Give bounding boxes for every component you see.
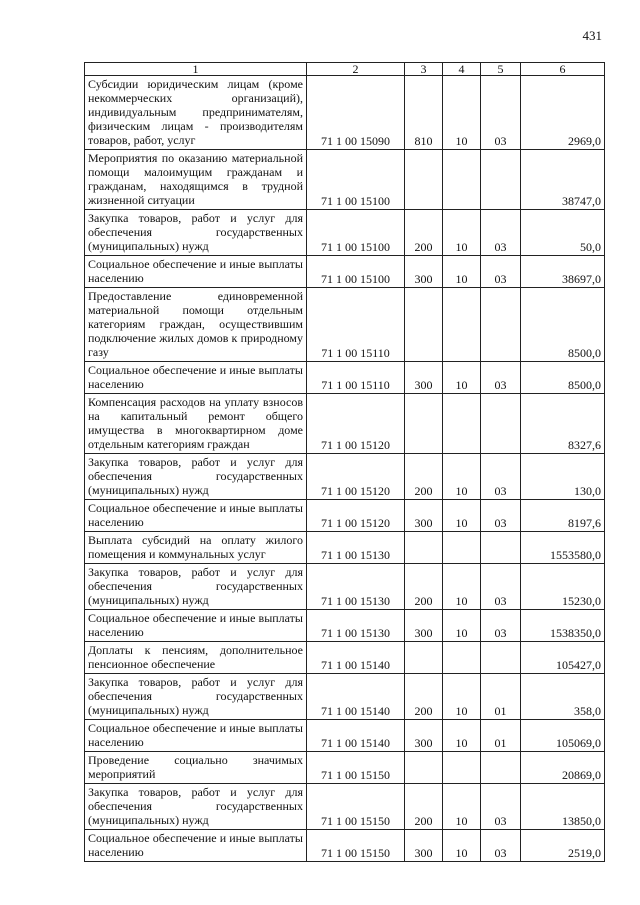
table-row <box>85 564 605 610</box>
column-header: 1 <box>85 63 307 76</box>
row-section: 10 <box>443 784 481 830</box>
row-expense-type: 300 <box>405 610 443 642</box>
row-description: Социальное обеспечение и иные выплаты населению <box>85 720 307 752</box>
row-subsection: 03 <box>481 500 521 532</box>
row-amount: 130,0 <box>521 454 605 500</box>
row-description: Закупка товаров, работ и услуг для обеспечения государственных (муниципальных) нужд <box>85 210 307 256</box>
row-amount: 105427,0 <box>521 642 605 674</box>
row-expense-type: 200 <box>405 674 443 720</box>
row-amount: 8197,6 <box>521 500 605 532</box>
column-header: 2 <box>307 63 405 76</box>
row-section <box>443 532 481 564</box>
table-row <box>85 500 605 532</box>
column-header: 5 <box>481 63 521 76</box>
row-description: Выплата субсидий на оплату жилого помещения и коммунальных услуг <box>85 532 307 564</box>
row-description: Субсидии юридическим лицам (кроме некоммерческих организаций), индивидуальным предпринимателям, физическим лицам - производителям товаров, работ, услуг <box>85 76 307 150</box>
row-expense-type: 200 <box>405 210 443 256</box>
row-code: 71 1 00 15150 <box>307 830 405 862</box>
row-description: Закупка товаров, работ и услуг для обеспечения государственных (муниципальных) нужд <box>85 564 307 610</box>
row-code: 71 1 00 15110 <box>307 362 405 394</box>
row-code: 71 1 00 15110 <box>307 288 405 362</box>
row-subsection: 03 <box>481 256 521 288</box>
table-body <box>85 76 605 862</box>
row-section: 10 <box>443 830 481 862</box>
row-section: 10 <box>443 564 481 610</box>
row-description: Проведение социально значимых мероприятий <box>85 752 307 784</box>
row-description: Закупка товаров, работ и услуг для обеспечения государственных (муниципальных) нужд <box>85 784 307 830</box>
row-amount: 50,0 <box>521 210 605 256</box>
row-subsection: 03 <box>481 784 521 830</box>
row-subsection <box>481 642 521 674</box>
row-section <box>443 642 481 674</box>
table-row <box>85 454 605 500</box>
row-description: Социальное обеспечение и иные выплаты населению <box>85 830 307 862</box>
row-code: 71 1 00 15130 <box>307 610 405 642</box>
row-expense-type: 300 <box>405 500 443 532</box>
row-section <box>443 288 481 362</box>
row-section: 10 <box>443 674 481 720</box>
table-row <box>85 720 605 752</box>
header-row <box>85 63 605 76</box>
row-code: 71 1 00 15130 <box>307 564 405 610</box>
row-expense-type: 300 <box>405 256 443 288</box>
row-description: Социальное обеспечение и иные выплаты населению <box>85 362 307 394</box>
table-row <box>85 76 605 150</box>
row-subsection: 03 <box>481 564 521 610</box>
row-code: 71 1 00 15140 <box>307 674 405 720</box>
row-description: Предоставление единовременной материальной помощи отдельным категориям граждан, осуществившим подключение жилых домов к природному газу <box>85 288 307 362</box>
row-description: Социальное обеспечение и иные выплаты населению <box>85 256 307 288</box>
row-amount: 1538350,0 <box>521 610 605 642</box>
row-amount: 38747,0 <box>521 150 605 210</box>
row-section: 10 <box>443 362 481 394</box>
row-subsection: 03 <box>481 76 521 150</box>
column-header: 3 <box>405 63 443 76</box>
row-expense-type: 300 <box>405 720 443 752</box>
row-code: 71 1 00 15120 <box>307 394 405 454</box>
row-subsection: 03 <box>481 210 521 256</box>
row-amount: 1553580,0 <box>521 532 605 564</box>
table-row <box>85 362 605 394</box>
row-section <box>443 394 481 454</box>
row-section <box>443 150 481 210</box>
row-expense-type: 200 <box>405 784 443 830</box>
row-subsection: 03 <box>481 830 521 862</box>
row-subsection <box>481 150 521 210</box>
row-section: 10 <box>443 500 481 532</box>
row-section: 10 <box>443 610 481 642</box>
row-code: 71 1 00 15100 <box>307 150 405 210</box>
row-subsection <box>481 532 521 564</box>
row-description: Компенсация расходов на уплату взносов на капитальный ремонт общего имущества в многоквартирном доме отдельным категориям граждан <box>85 394 307 454</box>
row-expense-type: 300 <box>405 362 443 394</box>
column-header: 6 <box>521 63 605 76</box>
row-expense-type: 810 <box>405 76 443 150</box>
row-section: 10 <box>443 256 481 288</box>
table-row <box>85 210 605 256</box>
row-amount: 8500,0 <box>521 288 605 362</box>
row-subsection <box>481 288 521 362</box>
row-section: 10 <box>443 720 481 752</box>
row-code: 71 1 00 15150 <box>307 752 405 784</box>
row-expense-type: 300 <box>405 830 443 862</box>
row-subsection <box>481 752 521 784</box>
row-description: Социальное обеспечение и иные выплаты населению <box>85 500 307 532</box>
row-amount: 358,0 <box>521 674 605 720</box>
row-amount: 8327,6 <box>521 394 605 454</box>
table-row <box>85 610 605 642</box>
row-amount: 20869,0 <box>521 752 605 784</box>
row-amount: 2969,0 <box>521 76 605 150</box>
table-row <box>85 752 605 784</box>
row-code: 71 1 00 15100 <box>307 256 405 288</box>
page-number: 431 <box>582 28 602 43</box>
row-code: 71 1 00 15120 <box>307 500 405 532</box>
row-code: 71 1 00 15100 <box>307 210 405 256</box>
row-subsection: 01 <box>481 674 521 720</box>
row-code: 71 1 00 15140 <box>307 642 405 674</box>
row-description: Мероприятия по оказанию материальной помощи малоимущим гражданам и гражданам, находящимся в трудной жизненной ситуации <box>85 150 307 210</box>
row-expense-type <box>405 532 443 564</box>
row-code: 71 1 00 15140 <box>307 720 405 752</box>
column-header: 4 <box>443 63 481 76</box>
row-section: 10 <box>443 454 481 500</box>
row-expense-type <box>405 752 443 784</box>
row-description: Социальное обеспечение и иные выплаты населению <box>85 610 307 642</box>
row-code: 71 1 00 15090 <box>307 76 405 150</box>
row-code: 71 1 00 15130 <box>307 532 405 564</box>
row-expense-type <box>405 642 443 674</box>
table-row <box>85 674 605 720</box>
row-subsection: 03 <box>481 610 521 642</box>
row-subsection: 01 <box>481 720 521 752</box>
table-row <box>85 642 605 674</box>
row-subsection: 03 <box>481 454 521 500</box>
row-expense-type: 200 <box>405 454 443 500</box>
row-section: 10 <box>443 210 481 256</box>
row-amount: 38697,0 <box>521 256 605 288</box>
row-amount: 105069,0 <box>521 720 605 752</box>
row-amount: 15230,0 <box>521 564 605 610</box>
row-section <box>443 752 481 784</box>
table-row <box>85 830 605 862</box>
table-row <box>85 256 605 288</box>
row-code: 71 1 00 15150 <box>307 784 405 830</box>
table-row <box>85 288 605 362</box>
row-section: 10 <box>443 76 481 150</box>
table-row <box>85 394 605 454</box>
table-row <box>85 150 605 210</box>
row-amount: 2519,0 <box>521 830 605 862</box>
table-row <box>85 532 605 564</box>
row-description: Закупка товаров, работ и услуг для обеспечения государственных (муниципальных) нужд <box>85 454 307 500</box>
row-amount: 13850,0 <box>521 784 605 830</box>
row-description: Доплаты к пенсиям, дополнительное пенсионное обеспечение <box>85 642 307 674</box>
budget-table <box>84 62 605 862</box>
row-expense-type <box>405 288 443 362</box>
row-amount: 8500,0 <box>521 362 605 394</box>
row-expense-type <box>405 150 443 210</box>
row-code: 71 1 00 15120 <box>307 454 405 500</box>
row-subsection: 03 <box>481 362 521 394</box>
row-expense-type <box>405 394 443 454</box>
row-description: Закупка товаров, работ и услуг для обеспечения государственных (муниципальных) нужд <box>85 674 307 720</box>
row-subsection <box>481 394 521 454</box>
row-expense-type: 200 <box>405 564 443 610</box>
table-row <box>85 784 605 830</box>
